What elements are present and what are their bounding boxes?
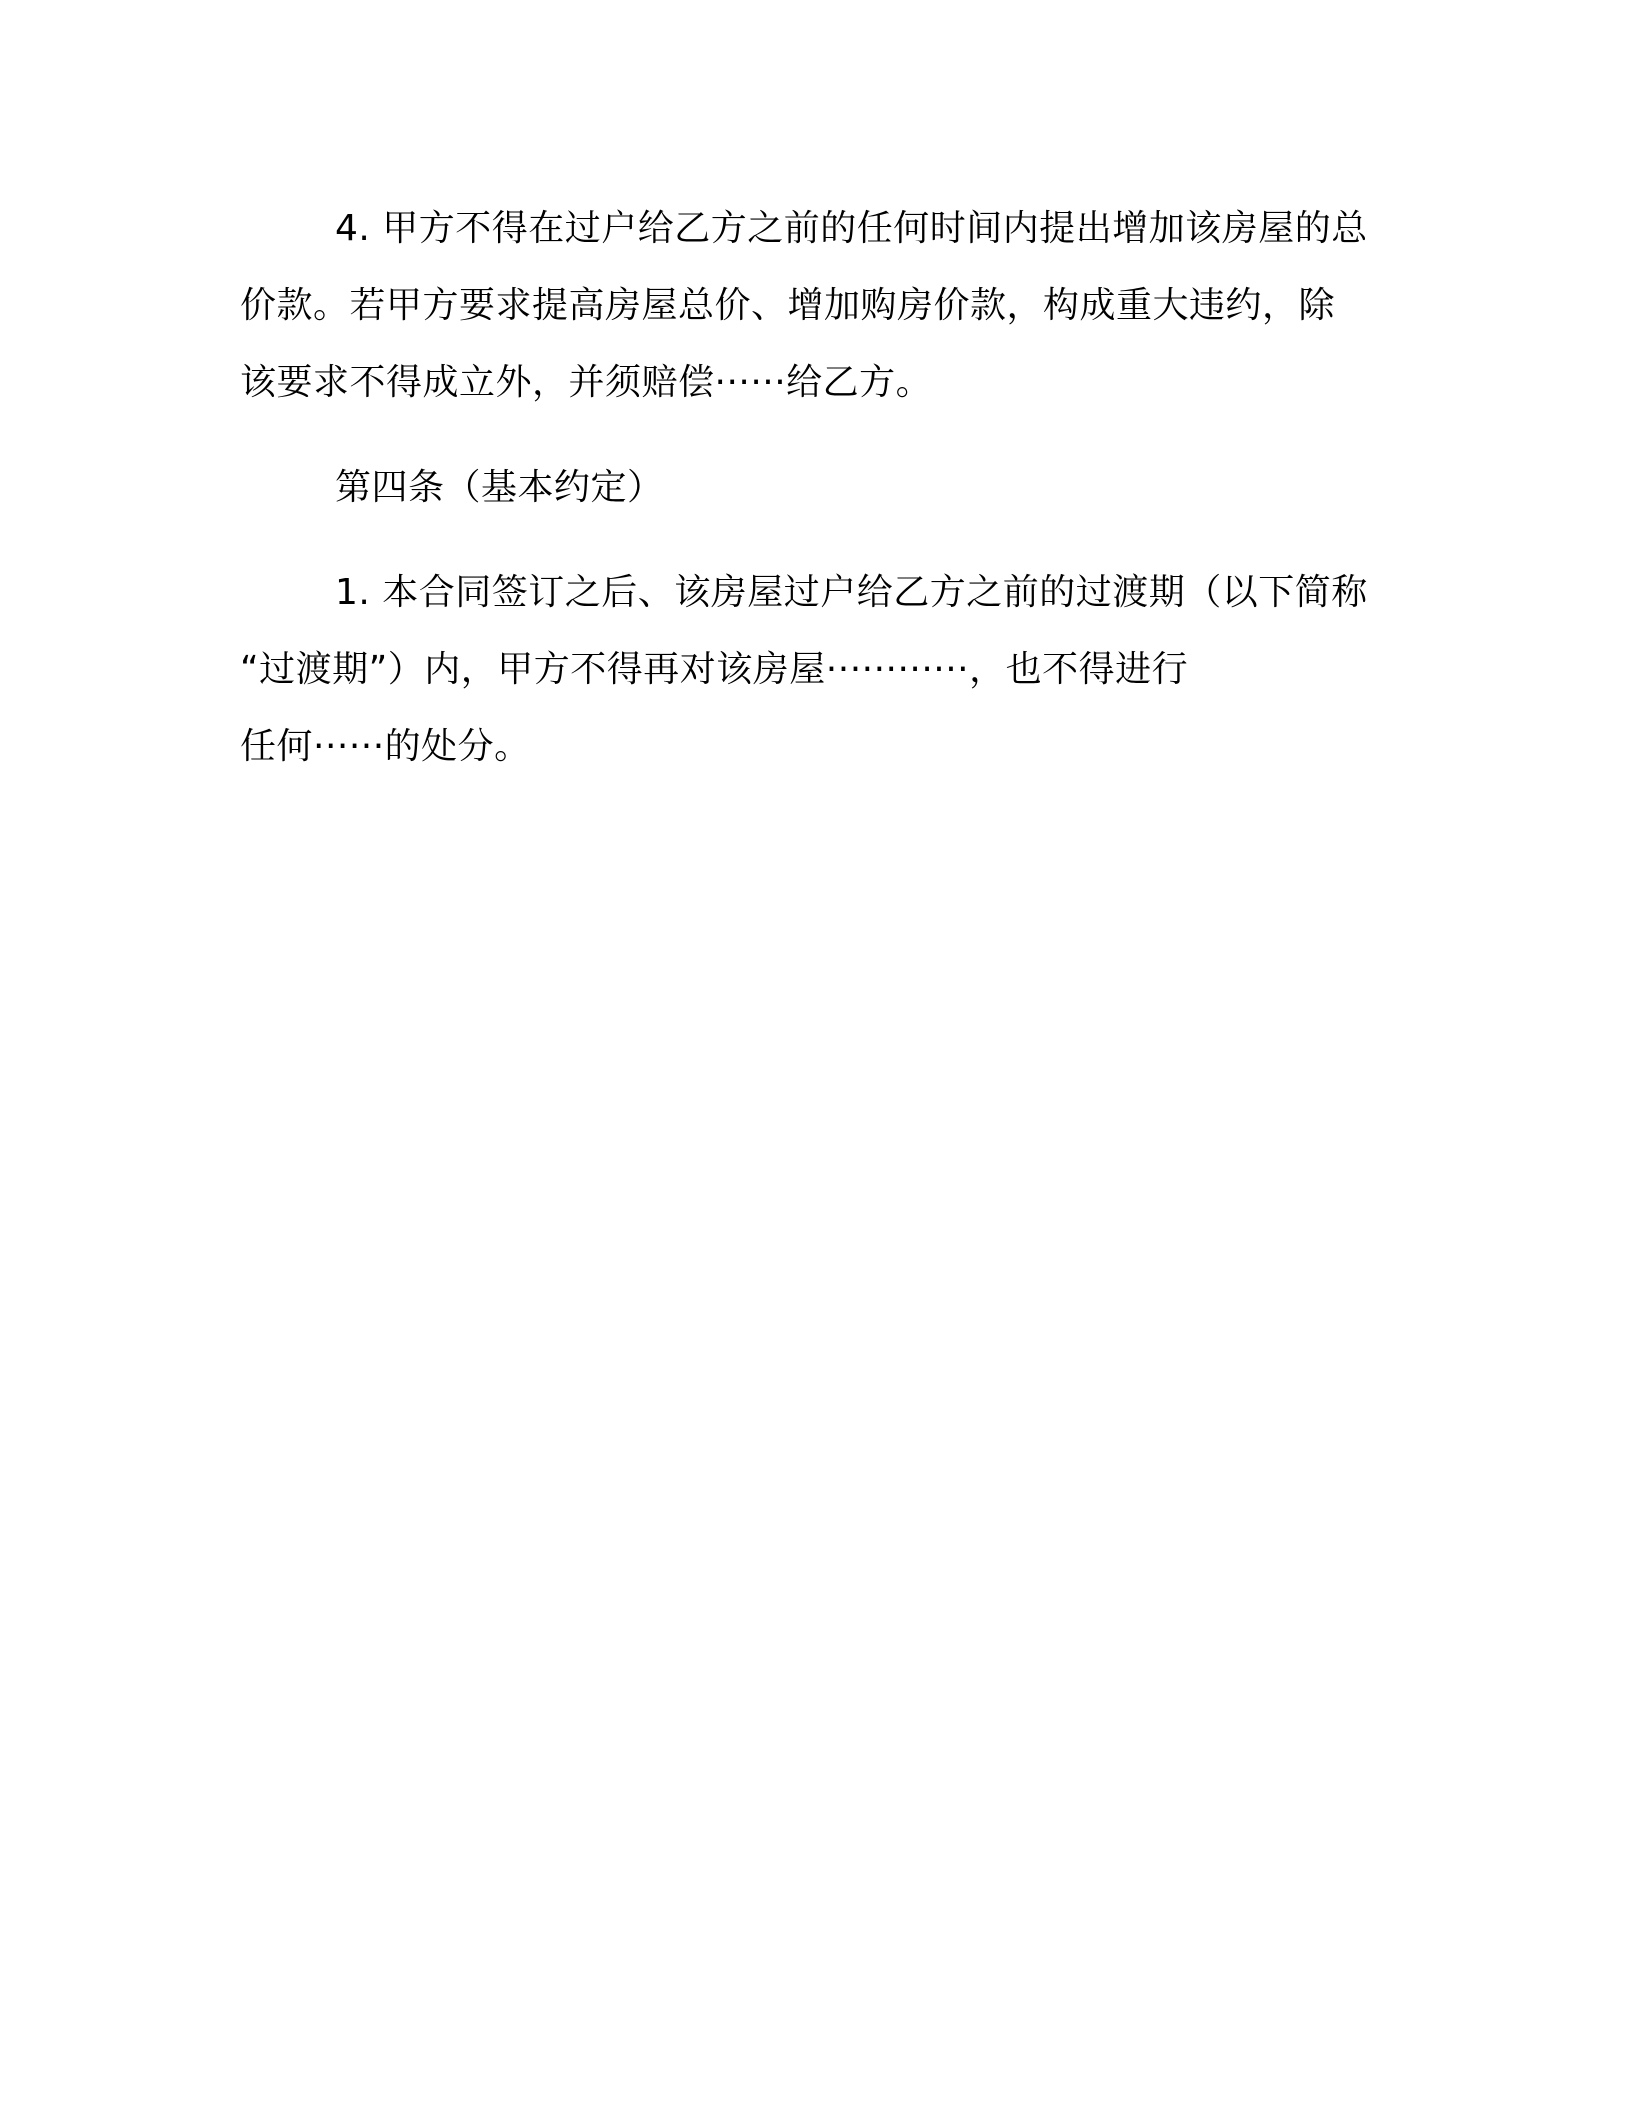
article-4-clause-1-line-2: “过渡期”）内，甲方不得再对该房屋············，也不得进行 (240, 649, 1189, 690)
clause-4-line-2: 价款。若甲方要求提高房屋总价、增加购房价款，构成重大违约，除 (240, 285, 1336, 326)
article-4-clause-1-line-1: 1. 本合同签订之后、该房屋过户给乙方之前的过渡期（以下简称 (335, 572, 1368, 613)
article-4-clause-1-paragraph (240, 554, 1375, 785)
article-4-clause-1-line-3: 任何······的处分。 (240, 726, 531, 767)
article-4-heading-text: 第四条（基本约定） (335, 467, 664, 508)
document-body (240, 190, 1375, 785)
clause-4-line-3: 该要求不得成立外，并须赔偿······给乙方。 (240, 362, 933, 403)
clause-4-paragraph (240, 190, 1375, 421)
article-4-heading (240, 449, 1375, 526)
clause-4-line-1: 4. 甲方不得在过户给乙方之前的任何时间内提出增加该房屋的总 (335, 208, 1368, 249)
